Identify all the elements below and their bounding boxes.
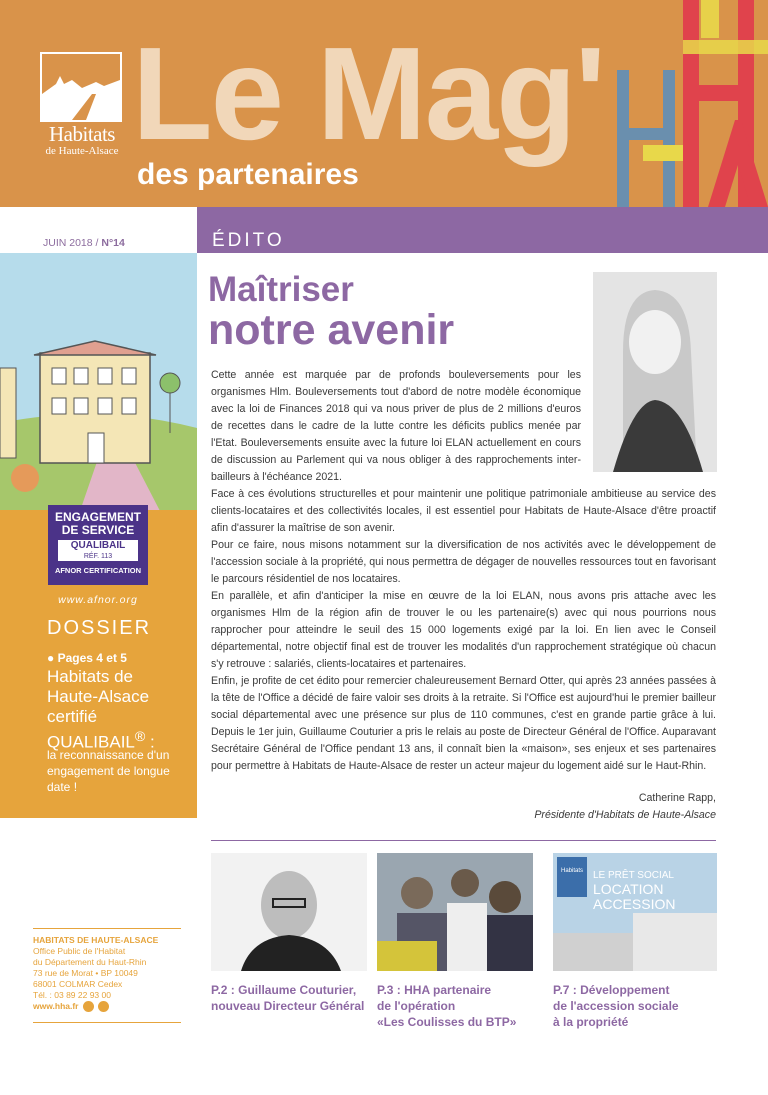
hha-deco-letters: [613, 0, 768, 207]
magazine-title: Le Mag': [132, 20, 605, 167]
teaser-caption-2[interactable]: P.3 : HHA partenaire de l'opération «Les Coulisses du BTP»: [377, 983, 517, 1029]
signature-role: Présidente d'Habitats de Haute-Alsace: [534, 809, 716, 821]
teaser-3-overlay-2: LOCATION: [593, 881, 664, 897]
issue-date: JUIN 2018: [43, 237, 93, 249]
teaser-image-1[interactable]: [211, 853, 367, 971]
facebook-icon[interactable]: [83, 1001, 94, 1012]
divider: [211, 840, 716, 841]
magazine-subtitle: des partenaires: [137, 158, 359, 191]
signature-name: Catherine Rapp,: [638, 792, 716, 804]
teaser-3-overlay-1: LE PRÊT SOCIAL: [593, 870, 674, 881]
qualibail-badge: ENGAGEMENT DE SERVICE QUALIBAIL RÉF. 113 AFNOR CERTIFICATION: [48, 505, 148, 585]
dossier-pages: ● Pages 4 et 5: [47, 651, 127, 665]
issue-number: N°14: [101, 237, 125, 249]
paragraph: En parallèle, et afin d'anticiper la mise en œuvre de la loi ELAN, nous avons pris attache avec les organismes Hlm de la région afin de trouver le ou les partenaire(s) avec qui nous pourrions nous rapprocher pour atteindre le seuil des 15 000 logements exigé par la loi. En lien avec le Conseil départemental, notre objectif final est de trouver les modalités d'un rapprochement stratégique où chacun s'y retrouve : salariés, clients-locataires et partenaires.: [211, 590, 716, 670]
logo-subtitle: de Haute-Alsace: [45, 145, 119, 157]
paragraph: Face à ces évolutions structurelles et pour maintenir une politique patrimoniale ambitieuse au service des clients-locataires et des collectivités locales, il est essentiel pour Habitats de Haute-Alsace d'être proactif afin d'assurer la maîtrise de son avenir.: [211, 488, 716, 534]
teaser-image-2[interactable]: [377, 853, 533, 971]
paragraph: Pour ce faire, nous misons notamment sur la diversification de nos activités avec le développement de l'accession sociale à la propriété, qui nous permettra de dégager de nouvelles ressources tout en favorisant le parcours résidentiel de nos locataires.: [211, 539, 716, 585]
afnor-url[interactable]: www.afnor.org: [58, 594, 138, 606]
issue-info: JUIN 2018 / N°14: [43, 237, 125, 249]
article-heading-2: notre avenir: [208, 306, 455, 354]
logo-name: Habitats: [49, 122, 115, 146]
dossier-subtitle: la reconnaissance d'un engagement de longue date !: [47, 748, 170, 794]
paragraph: Enfin, je profite de cet édito pour remercier chaleureusement Bernard Otter, qui après 23 années passées à la tête de l'Office a décidé de faire valoir ses droits à la retraite. Si l'Office est aujourd'hui le premier bailleur social départemental avec une présence sur plus de 110 communes, c'est en grande partie grâce à lui. Depuis le 1er juin, Guillaume Couturier a pris le relais au poste de Directeur Général de l'Office. Auparavant Secrétaire Général de l'Office pendant 13 ans, il connaît bien la «maison», ses enjeux et ses partenaires pour permettre à Habitats de Haute-Alsace de rester un acteur majeur du logement aidé sur le Haut-Rhin.: [211, 675, 716, 772]
dossier-title: Habitats de Haute-Alsace certifié QUALIBAIL® :: [47, 667, 155, 752]
teaser-caption-3[interactable]: P.7 : Développement de l'accession sociale à la propriété: [553, 983, 679, 1029]
logo-icon: [40, 52, 122, 122]
instagram-icon[interactable]: [98, 1001, 109, 1012]
address-block: HABITATS DE HAUTE-ALSACE Office Public de l'Habitat du Département du Haut-Rhin 73 rue de Morat • BP 10049 68001 COLMAR Cedex Tél. : 03 89 22 93 00 www.hha.fr: [33, 935, 159, 1011]
address-rule-bottom: [33, 1022, 181, 1023]
paragraph: Cette année est marquée par de profonds bouleversements pour les organismes Hlm. Bouleversements tout d'abord de notre modèle économique avec la loi de Finances 2018 qui va nous priver de plus de 2 millions d'euros de recettes dans le cadre de la lutte contre les déficits publics menée par l'Etat. Bouleversements ensuite avec la future loi ELAN actuellement en cours de discussion au Parlement qui va nous obliger à des rapprochements inter-bailleurs à l'échéance 2021.: [211, 369, 581, 483]
teaser-3-overlay-3: ACCESSION: [593, 896, 676, 912]
address-web[interactable]: www.hha.fr: [33, 1001, 79, 1011]
teaser-caption-1[interactable]: P.2 : Guillaume Couturier, nouveau Directeur Général: [211, 983, 365, 1013]
section-label: ÉDITO: [212, 230, 285, 251]
cover-illustration: [0, 253, 197, 511]
address-org: HABITATS DE HAUTE-ALSACE: [33, 935, 159, 945]
signature: [430, 790, 716, 824]
article-heading-1: Maîtriser: [208, 270, 354, 309]
article-body: [211, 367, 716, 775]
address-rule-top: [33, 928, 181, 929]
dossier-label: DOSSIER: [47, 617, 152, 639]
teaser-3-logo: Habitats: [560, 868, 583, 874]
